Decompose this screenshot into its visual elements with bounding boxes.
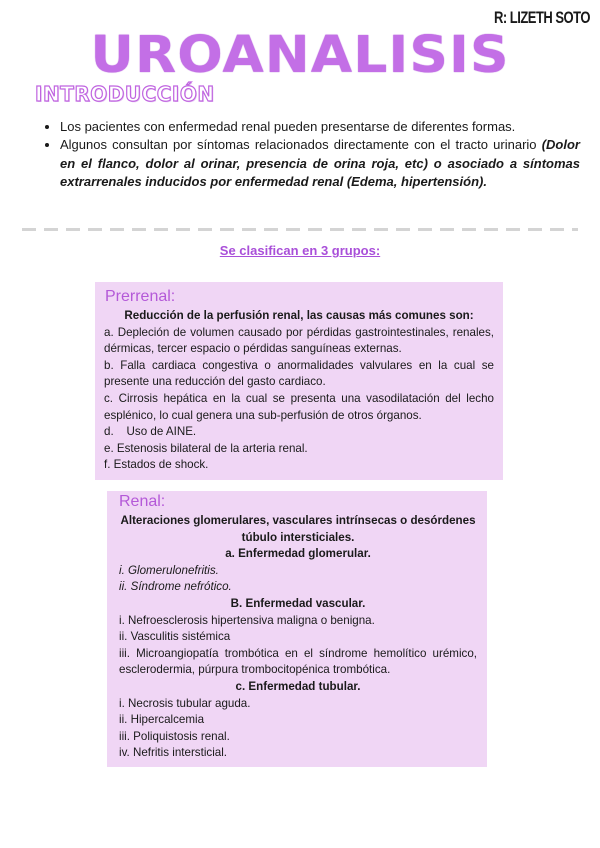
intro-emphasis: (Dolor en el flanco, dolor al orinar, presencia de orina roja, etc) o asociado a síntomas extrarrenales inducidos por enfermedad renal (Edema, hipertensión). (60, 137, 580, 190)
renal-content (119, 513, 477, 762)
list-item: f. Estados de shock. (104, 458, 209, 472)
list-item: ii. Síndrome nefrótico. (119, 580, 232, 594)
renal-section-a: a. Enfermedad glomerular. (225, 547, 371, 561)
section-subtitle: INTRODUCCIÓN (35, 82, 215, 106)
prerrenal-card (95, 282, 503, 480)
classify-heading: Se clasifican en 3 grupos: (219, 243, 381, 258)
prerrenal-content (104, 308, 494, 474)
list-item: ii. Vasculitis sistémica (119, 630, 231, 644)
list-item: iii. Poliquistosis renal. (119, 729, 230, 743)
list-item: i. Nefroesclerosis hipertensiva maligna o benigna. (119, 613, 375, 627)
renal-section-c: c. Enfermedad tubular. (235, 679, 361, 693)
list-item: c. Cirrosis hepática en la cual se presenta una vasodilatación del lecho esplénico, lo cual genera una sub-perfusión de otros órganos. (104, 391, 494, 422)
list-item: ii. Hipercalcemia (119, 713, 205, 727)
intro-item (60, 118, 580, 136)
dashed-divider (22, 228, 578, 231)
intro-text: Los pacientes con enfermedad renal pueden presentarse de diferentes formas. (60, 119, 516, 134)
list-item: e. Estenosis bilateral de la arteria renal. (104, 441, 308, 455)
renal-card (107, 491, 487, 767)
renal-lead: Alteraciones glomerulares, vasculares intrínsecas o desórdenes túbulo intersticiales. (120, 514, 476, 544)
intro-text: Algunos consultan por síntomas relacionados directamente con el tracto urinario (60, 137, 542, 153)
prerrenal-lead: Reducción de la perfusión renal, las causas más comunes son: (124, 309, 474, 322)
list-item: iv. Nefritis intersticial. (119, 746, 228, 760)
author-label: R: LIZETH SOTO (493, 8, 590, 27)
renal-section-b: B. Enfermedad vascular. (230, 596, 366, 610)
intro-item (60, 136, 580, 191)
list-item: a. Depleción de volumen causado por pérdidas gastrointestinales, renales, dérmicas, tercer espacio o pérdidas sanguíneas externas. (104, 325, 494, 356)
prerrenal-heading: Prerrenal: (105, 288, 176, 305)
page-title: UROANALISIS (90, 26, 510, 85)
list-item: i. Glomerulonefritis. (119, 563, 219, 577)
list-item: d. Uso de AINE. (104, 425, 197, 439)
list-item: b. Falla cardiaca congestiva o anormalidades valvulares en la cual se presente una reducción del gasto cardiaco. (104, 358, 494, 389)
renal-heading: Renal: (119, 493, 166, 510)
intro-list (44, 118, 580, 192)
list-item: i. Necrosis tubular aguda. (119, 696, 251, 710)
list-item: iii. Microangiopatía trombótica en el síndrome hemolítico urémico, esclerodermia, púrpura trombocitopénica trombótica. (119, 646, 477, 677)
